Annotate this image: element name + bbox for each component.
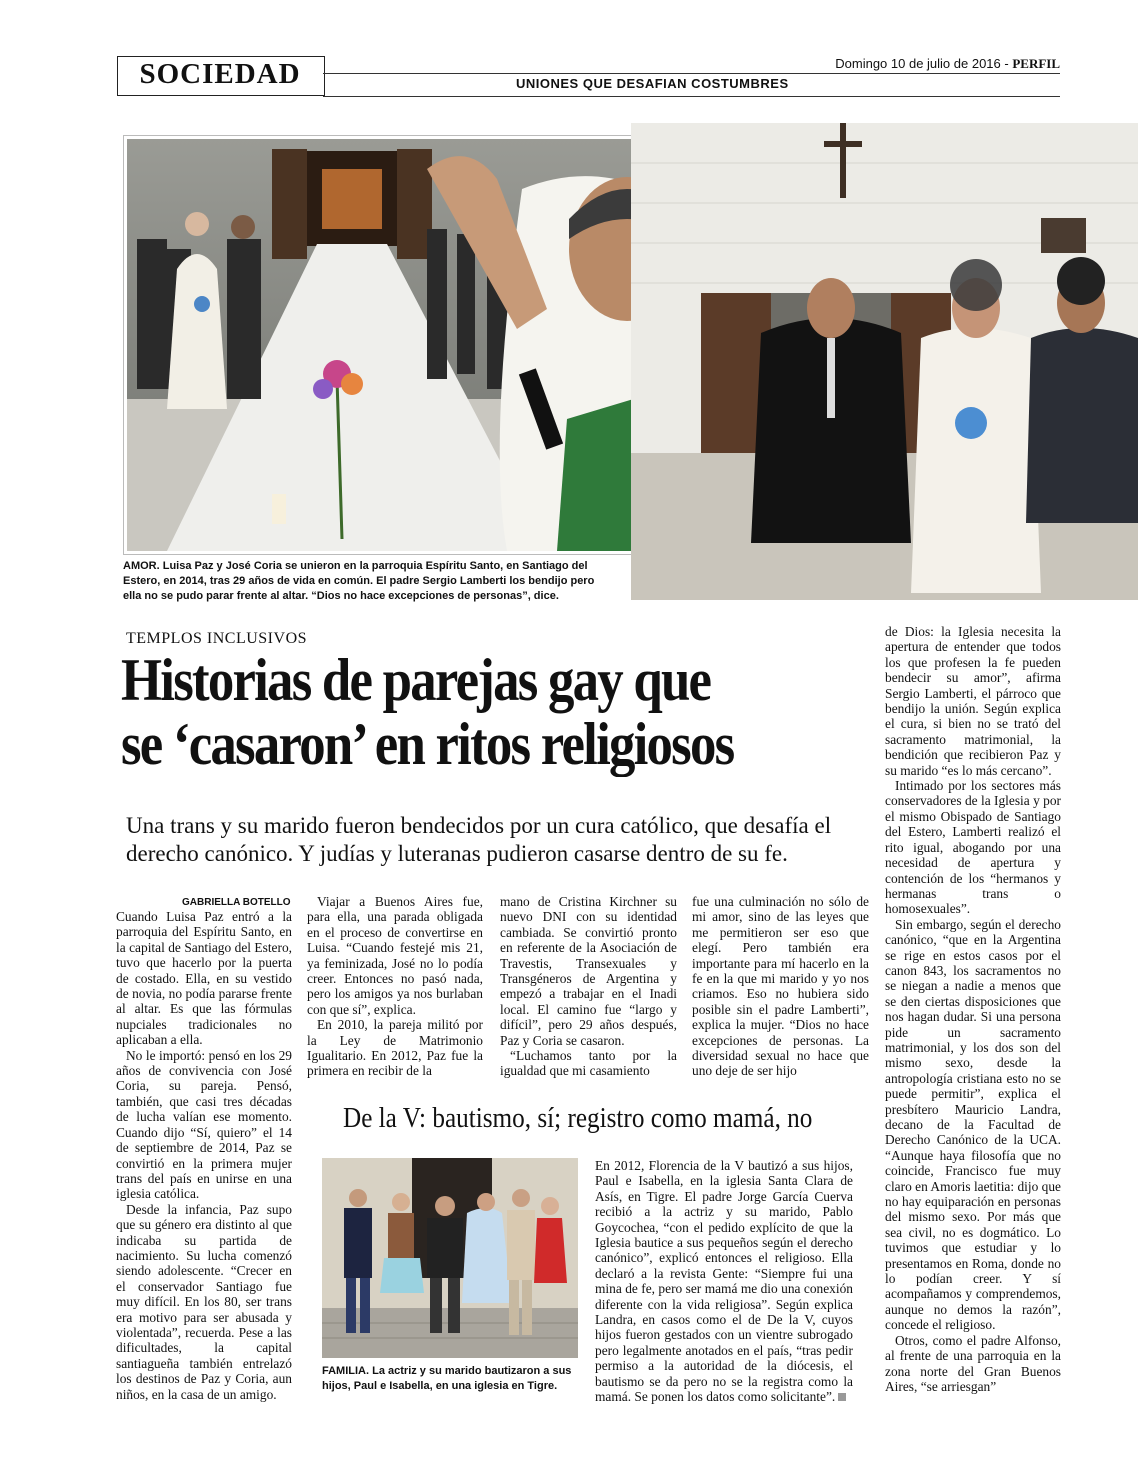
paragraph: Desde la infancia, Paz supo que su género era distinto al que indicaba su partida de nacimiento. Su lucha comenzó siendo adolescente. “Crecer en el conservador Santiago fue muy difícil. En los 80, ser trans era motivo para ser abusada y violentada”, recuerda. Pese a las dificultades, la capital santiagueña también entrelazó los destinos de Paz y Coria, aun niños, en la casa de un amigo. [116, 1201, 292, 1402]
sidebar-title: De la V: bautismo, sí; registro como mamá, no [343, 1103, 813, 1134]
headline-line-1: Historias de parejas gay que [121, 647, 711, 713]
family-photo [322, 1158, 578, 1358]
body-column-1 [116, 909, 292, 1402]
caption-label: AMOR. [123, 560, 160, 572]
headline [121, 648, 790, 776]
date-text: Domingo 10 de julio de 2016 - [835, 56, 1009, 71]
paragraph: mano de Cristina Kirchner su nuevo DNI con su identidad cambiada. Se convirtió pronto en referente de la Asociación de Travestis, Transexuales y Transgéneros de Argentina y empezó a trabajar en el Inadi local. El camino fue “largo y difícil”, pero 29 años después, Paz y Coria se casaron. [500, 894, 677, 1048]
paragraph: Sin embargo, según el derecho canónico, “que en la Argentina se rige en estos casos por el canon 843, los sacramentos no se niegan a nadie a menos que se den ciertas disposiciones que nos hagan dudar. Si una persona pide un sacramento matrimonial, y los dos son del mismo sexo, desde la antropología cristiana esto no se puede permitir”, explica el presbítero Mauricio Landra, decano de la Facultad de Derecho Canónico de la UCA. “Aunque haya filosofía que no coincide, Francisco fue muy claro en Amoris laetitia: dijo que no hay equiparación en personas del mismo sexo. Por más que sea civil, no es dogmático. Lo tuvimos que estudiar y lo presentamos en Roma, donde no lo podían creer. Y sí acompañamos y comprendemos, aunque no demos la razón”, concede el religioso. [885, 916, 1061, 1333]
end-mark-icon [838, 1393, 846, 1401]
paragraph: de Dios: la Iglesia necesita la apertura de entender que todos los que profesen la fe pueden bendecir su amor”, afirma Sergio Lamberti, el párroco que bendijo la unión. Según explica el cura, si bien no se trató del sacramento matrimonial, la bendición que recibieron Paz y su marido “es lo más cercano”. [885, 624, 1061, 778]
family-image [322, 1158, 578, 1358]
paragraph: fue una culminación no sólo de mi amor, sino de las leyes que me permitieron ser eso que elegí. Pero también era importante para mí hacerlo en la fe en la que mi marido y yo nos criamos. Eso no hubiera sido posible sin el padre Lamberti”, explica la mujer. “Dios no hace excepciones de personas. La diversidad sexual no hace que uno deje de ser hijo [692, 894, 869, 1079]
byline: GABRIELLA BOTELLO [182, 897, 291, 908]
body-column-2 [307, 894, 483, 1079]
paragraph: Intimado por los sectores más conservadores de la Iglesia y por el mismo Obispado de Santiago del Estero, Lamberti realizó el rito igual, abogando por una necesidad de apertura y contención de los “hermanos y hermanas trans o homosexuales”. [885, 778, 1061, 917]
paragraph: Viajar a Buenos Aires fue, para ella, una parada obligada en el proceso de convertirse en Luisa. “Cuando festejé mis 21, ya feminizada, José no lo podía creer. Entonces no pasó nada, pero los amigos ya nos burlaban con que sí”, explica. [307, 894, 483, 1017]
body-column-3 [500, 894, 677, 1079]
couple-photo [631, 123, 1138, 600]
photo-caption [123, 559, 613, 604]
paragraph: En 2010, la pareja militó por la Ley de Matrimonio Igualitario. En 2012, Paz fue la primera en recibir de la [307, 1017, 483, 1079]
date-line [835, 56, 1060, 72]
ceremony-image [127, 139, 691, 551]
paragraph: No le importó: pensó en los 29 años de convivencia con José Coria, su pareja. Pensó, también, que casi tres décadas de lucha valían ese momento. Cuando dijo “Sí, quiero” el 14 de septiembre de 2014, Paz se convirtió en la primera mujer trans del país en unirse en una iglesia católica. [116, 1047, 292, 1202]
headline-line-2: se ‘casaron’ en ritos religiosos [121, 711, 734, 777]
paper-name: PERFIL [1012, 56, 1060, 71]
caption-text: Luisa Paz y José Coria se unieron en la parroquia Espíritu Santo, en Santiago del Estero, en 2014, tras 29 años de vida en común. El padre Sergio Lamberti los bendijo pero ella no se pudo parar frente al altar. “Dios no hace excepciones de personas”, dice. [123, 560, 595, 602]
couple-image [631, 123, 1138, 600]
family-caption-text: La actriz y su marido bautizaron a sus hijos, Paul e Isabella, en una iglesia en Tigre. [322, 1365, 572, 1392]
topic-label: UNIONES QUE DESAFIAN COSTUMBRES [516, 76, 789, 91]
kicker: TEMPLOS INCLUSIVOS [126, 630, 308, 647]
body-column-5 [885, 624, 1061, 1394]
paragraph: “Luchamos tanto por la igualdad que mi casamiento [500, 1048, 677, 1079]
family-caption-label: FAMILIA. [322, 1365, 370, 1377]
sidebar-text [595, 1158, 853, 1405]
ceremony-photo [124, 136, 694, 554]
family-caption [322, 1364, 578, 1394]
paragraph: Cuando Luisa Paz entró a la parroquia del Espíritu Santo, en la capital de Santiago del Estero, tuvo que hacerlo por la puerta de costado. Ella, en su vestido de novia, no podía pararse frente al altar. Es que las fórmulas nupciales tradicionales no aplicaban a ella. [116, 909, 292, 1048]
header-rule-top [323, 73, 1060, 74]
section-title: SOCIEDAD [139, 58, 301, 90]
body-column-4 [692, 894, 869, 1079]
header-rule [323, 96, 1060, 97]
sidebar-paragraph: En 2012, Florencia de la V bautizó a sus hijos, Paul e Isabella, en la iglesia Santa Clara de Asís, en Tigre. El padre Jorge García Cuerva recibió a la actriz y su marido, Pablo Goycochea, “con el pedido explícito de que la Iglesia bautice a sus pequeños según el derecho canónico”, explicó entonces el religioso. Ella declaró a la revista Gente: “Siempre fui una mina de fe, pero ser mamá me dio una conexión diferente con la vida religiosa”. Según explica Landra, en casos como el de De la V, cuyos hijos fueron gestados con un vientre subrogado pero legalmente anotados en el país, “tras pedir permiso a la autoridad de la diócesis, el bautismo se da pero no se la registra como la mamá. Se ponen los datos como solicitante”. [595, 1158, 853, 1405]
subhead: Una trans y su marido fueron bendecidos por un cura católico, que desafía el derecho canónico. Y judías y luteranas pudieron casarse dentro de su fe. [126, 813, 832, 866]
paragraph: Otros, como el padre Alfonso, al frente de una parroquia en la zona norte del Gran Buenos Aires, “se arriesgan” [885, 1332, 1061, 1394]
